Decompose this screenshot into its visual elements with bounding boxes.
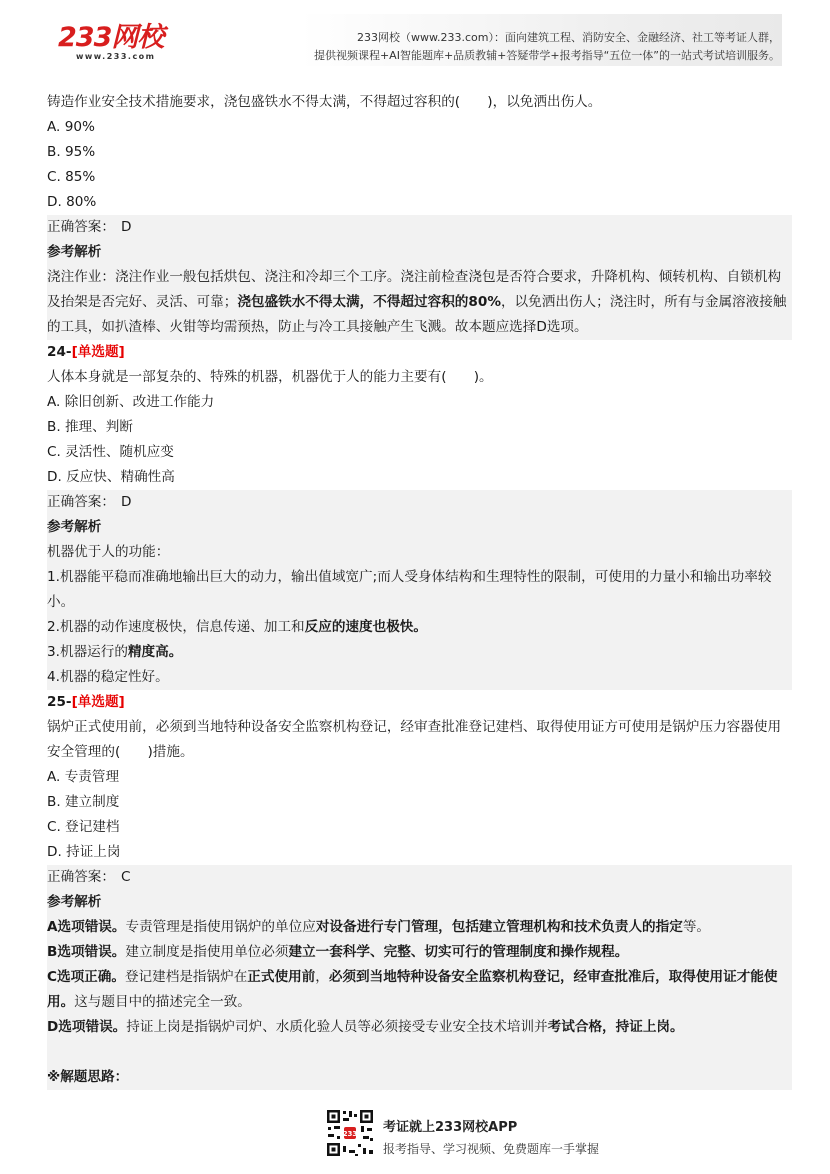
option-d: D. 持证上岗 <box>47 844 121 860</box>
analysis-emphasis: 考试合格，持证上岗。 <box>547 1019 684 1035</box>
correct-answer <box>47 215 792 240</box>
analysis-option-c <box>47 965 792 1015</box>
footer-title: 考证就上233网校APP <box>383 1120 518 1135</box>
question-header <box>47 340 792 365</box>
analysis-lead: A选项错误。 <box>47 919 126 935</box>
analysis-lead: C选项正确。 <box>47 969 125 985</box>
analysis-part: 3.机器运行的 <box>47 644 128 660</box>
spacer <box>47 1040 792 1065</box>
analysis-option-b <box>47 940 792 965</box>
analysis-title: 参考解析 <box>47 894 102 910</box>
option-a: A. 除旧创新、改进工作能力 <box>47 394 215 410</box>
analysis-text <box>47 265 792 340</box>
question-stem: 人体本身就是一部复杂的、特殊的机器，机器优于人的能力主要有( )。 <box>47 369 493 385</box>
question-type: [单选题] <box>71 344 125 360</box>
analysis-emphasis: 正式使用前 <box>247 969 316 985</box>
analysis-point-1: 1.机器能平稳而准确地输出巨大的动力，输出值域宽广;而人受身体结构和生理特性的限制，可使用的力量小和输出功率较小。 <box>47 569 772 610</box>
answer-analysis-block <box>47 215 792 340</box>
answer-analysis-block <box>47 490 792 690</box>
answer-value: D <box>120 494 132 510</box>
analysis-option-a <box>47 915 792 940</box>
answer-analysis-block <box>47 865 792 1090</box>
solution-tips-title: ※解题思路： <box>47 1069 129 1085</box>
svg-text:233: 233 <box>342 1130 358 1138</box>
analysis-part: 这与题目中的描述完全一致。 <box>74 994 251 1010</box>
analysis-emphasis: 对设备进行专门管理，包括建立管理机构和技术负责人的指定 <box>315 919 683 935</box>
qr-code-icon[interactable] <box>325 1108 375 1158</box>
question-header <box>47 690 792 715</box>
analysis-emphasis: 反应的速度也极快。 <box>304 619 427 635</box>
question-number: 25- <box>47 694 72 710</box>
question-type: [单选题] <box>71 694 125 710</box>
analysis-emphasis: 浇包盛铁水不得太满，不得超过容积的80% <box>237 294 501 310</box>
answer-label: 正确答案： <box>47 869 115 885</box>
logo-url: www.233.com <box>76 52 156 61</box>
analysis-part: 建立制度是指使用单位必须 <box>125 944 289 960</box>
analysis-part: 持证上岗是指锅炉司炉、水质化验人员等必须接受专业安全技术培训并 <box>126 1019 548 1035</box>
option-b: B. 推理、判断 <box>47 419 133 435</box>
option-c: C. 登记建档 <box>47 819 120 835</box>
analysis-part: ，以免洒出伤人；浇注时，所有与金属溶液接触的工具，如扒渣棒、火钳等均需预热，防止与冷工具接触产生飞溅。故本题应选择D选项。 <box>47 294 787 335</box>
logo[interactable] <box>58 24 163 61</box>
analysis-part: 登记建档是指锅炉在 <box>124 969 248 985</box>
tagline-line-2: 提供视频课程+AI智能题库+品质教辅+答疑带学+报考指导“五位一体”的一站式考试培训服务。 <box>313 49 780 62</box>
option-b: B. 建立制度 <box>47 794 120 810</box>
page-footer <box>325 1108 645 1160</box>
analysis-intro: 机器优于人的功能： <box>47 544 170 560</box>
analysis-point-4: 4.机器的稳定性好。 <box>47 669 169 685</box>
logo-text: 233网校 <box>58 22 164 53</box>
analysis-point-3 <box>47 640 792 665</box>
question-content <box>47 90 792 1090</box>
footer-subtitle: 报考指导、学习视频、免费题库一手掌握 <box>383 1142 600 1156</box>
option-c: C. 灵活性、随机应变 <box>47 444 174 460</box>
analysis-emphasis: 必须到当地特种设备安全监察机构登记，经审查批准后，取得使用证才能使用。 <box>47 969 778 1010</box>
analysis-part: ， <box>315 969 329 985</box>
analysis-lead: B选项错误。 <box>47 944 126 960</box>
analysis-part: 专责管理是指使用锅炉的单位应 <box>125 919 316 935</box>
answer-value: C <box>120 869 131 885</box>
tagline-line-1: 233网校（www.233.com）：面向建筑工程、消防安全、金融经济、社工等考证人群， <box>357 31 780 44</box>
option-d: D. 反应快、精确性高 <box>47 469 175 485</box>
analysis-title: 参考解析 <box>47 519 102 535</box>
option-d: D. 80% <box>47 194 97 210</box>
header-tagline <box>314 29 780 65</box>
page-header <box>0 0 830 78</box>
correct-answer <box>47 490 792 515</box>
option-a: A. 90% <box>47 119 95 135</box>
question-number: 24- <box>47 344 72 360</box>
analysis-point-2 <box>47 615 792 640</box>
option-c: C. 85% <box>47 169 96 185</box>
analysis-emphasis: 建立一套科学、完整、切实可行的管理制度和操作规程。 <box>288 944 629 960</box>
analysis-option-d <box>47 1015 792 1040</box>
question-stem: 铸造作业安全技术措施要求，浇包盛铁水不得太满，不得超过容积的( )，以免洒出伤人。 <box>47 94 602 110</box>
analysis-lead: D选项错误。 <box>47 1019 127 1035</box>
answer-label: 正确答案： <box>47 219 115 235</box>
correct-answer <box>47 865 792 890</box>
option-b: B. 95% <box>47 144 96 160</box>
analysis-emphasis: 精度高。 <box>127 644 183 660</box>
answer-value: D <box>120 219 132 235</box>
analysis-part: 等。 <box>682 919 711 935</box>
option-a: A. 专责管理 <box>47 769 120 785</box>
answer-label: 正确答案： <box>47 494 115 510</box>
question-stem: 锅炉正式使用前，必须到当地特种设备安全监察机构登记，经审查批准登记建档、取得使用证方可使用是锅炉压力容器使用安全管理的( )措施。 <box>47 719 782 760</box>
analysis-title: 参考解析 <box>47 244 102 260</box>
analysis-part: 浇注作业：浇注作业一般包括烘包、浇注和冷却三个工序。浇注前检查浇包是否符合要求，升降机构、倾转机构、自锁机构及抬架是否完好、灵活、可靠； <box>47 269 782 310</box>
analysis-part: 2.机器的动作速度极快，信息传递、加工和 <box>47 619 305 635</box>
